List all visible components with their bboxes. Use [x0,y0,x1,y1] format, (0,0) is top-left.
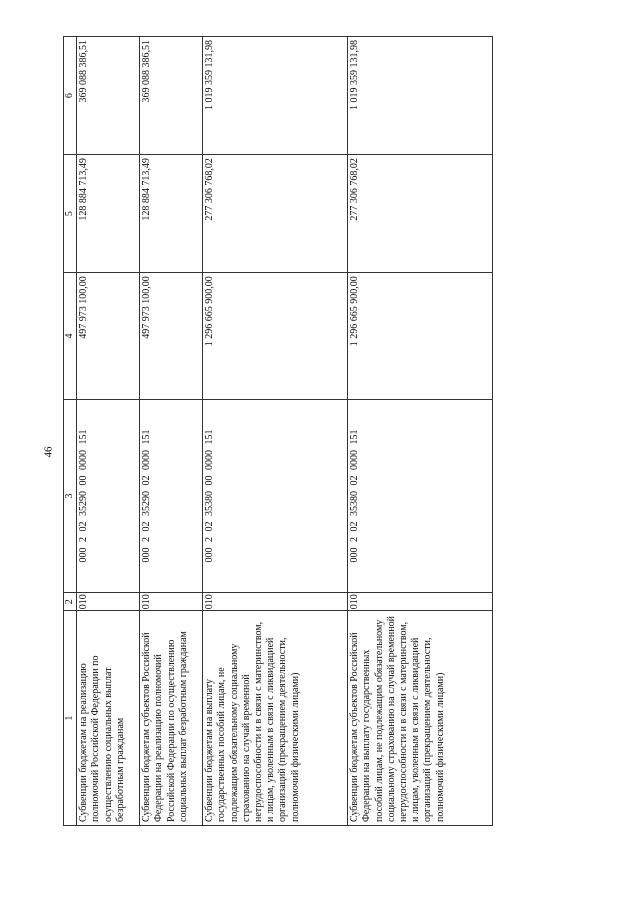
row-value-col4: 497 973 100,00 [77,273,140,400]
row-name: Субвенции бюджетам на выплату государственных пособий лицам, не подлежащим обязательному социальному страхованию на случай временной нетрудоспособности и в связи с материнством, и лицам, уволенным в связи с ликвидацией организаций (прекращением деятельности, полномочий физическими лицами) [203,611,348,826]
page-number: 46 [42,446,55,458]
row-value-col6: 369 088 386,51 [77,37,140,155]
row-value-col5: 277 306 768,02 [203,155,348,273]
row-budget-code: 000 2 02 35380 02 0000 151 [348,399,493,592]
header-col-5: 5 [64,155,77,273]
budget-table [63,36,493,826]
header-col-6: 6 [64,37,77,155]
row-name: Субвенции бюджетам субъектов Российской Федерации на реализацию полномочий Российской Федерации по осуществлению социальных выплат безработным гражданам [140,611,203,826]
row-value-col6: 1 019 359 131,98 [203,37,348,155]
table-row [140,37,203,826]
row-value-col5: 128 884 713,49 [77,155,140,273]
row-value-col6: 1 019 359 131,98 [348,37,493,155]
header-col-4: 4 [64,273,77,400]
row-value-col5: 128 884 713,49 [140,155,203,273]
row-value-col4: 1 296 665 900,00 [203,273,348,400]
row-name: Субвенции бюджетам субъектов Российской Федерации на выплату государственных пособий лицам, не подлежащим обязательному социальному страхованию на случай временной нетрудоспособности и в связи с материнством, и лицам, уволенным в связи с ликвидацией организаций (прекращением деятельности, полномочий физическими лицами) [348,611,493,826]
row-value-col4: 497 973 100,00 [140,273,203,400]
row-admin-code: 010 [348,593,493,611]
rotated-table-container [63,36,446,826]
header-col-3: 3 [64,399,77,592]
row-admin-code: 010 [77,593,140,611]
row-admin-code: 010 [140,593,203,611]
header-col-2: 2 [64,593,77,611]
table-row [348,37,493,826]
row-admin-code: 010 [203,593,348,611]
row-value-col6: 369 088 386,51 [140,37,203,155]
row-value-col5: 277 306 768,02 [348,155,493,273]
table-row [77,37,140,826]
header-col-1: 1 [64,611,77,826]
table-row [203,37,348,826]
row-name: Субвенции бюджетам на реализацию полномочий Российской Федерации по осуществлению социальных выплат безработным гражданам [77,611,140,826]
row-budget-code: 000 2 02 35290 00 0000 151 [77,399,140,592]
header-row [64,37,77,826]
row-budget-code: 000 2 02 35380 00 0000 151 [203,399,348,592]
row-budget-code: 000 2 02 35290 02 0000 151 [140,399,203,592]
row-value-col4: 1 296 665 900,00 [348,273,493,400]
